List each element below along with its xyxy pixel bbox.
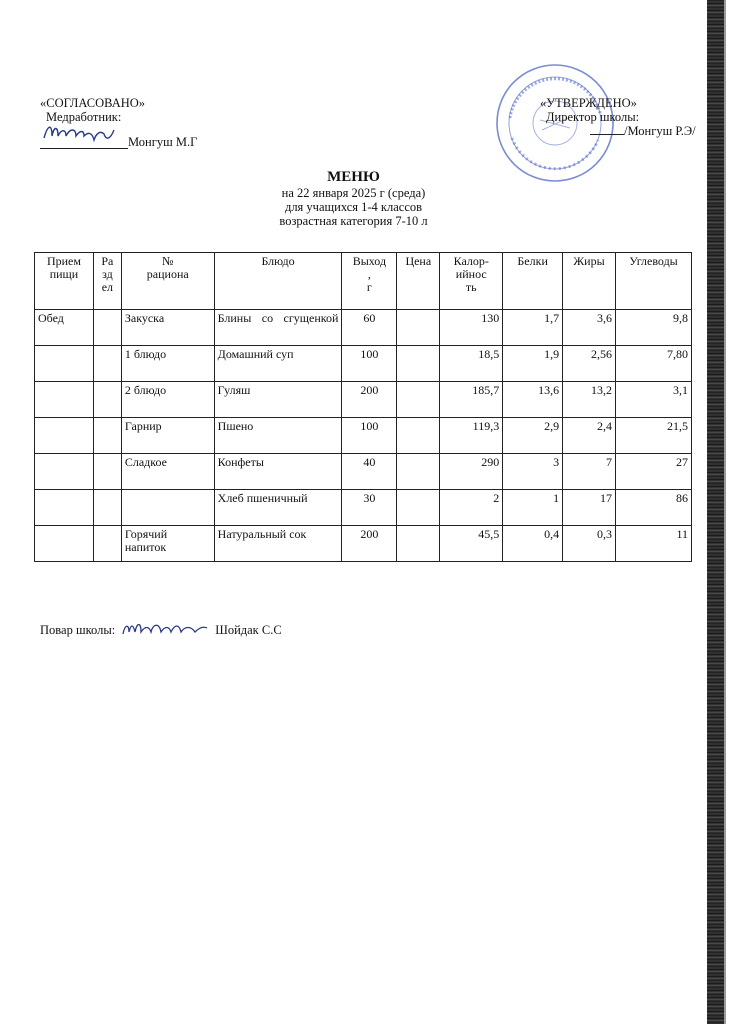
cell-calories: 185,7 [440, 382, 503, 418]
cell-meal [35, 454, 94, 490]
cell-section [93, 490, 121, 526]
cell-dish: Хлеб пшеничный [214, 490, 342, 526]
cook-signature-icon [119, 618, 211, 642]
menu-age: возрастная категория 7-10 л [279, 214, 428, 228]
cell-meal [35, 526, 94, 562]
cell-carbs: 9,8 [616, 310, 692, 346]
cell-ration: Закуска [121, 310, 214, 346]
scan-edge-shadow [707, 0, 724, 1024]
cell-yield: 40 [342, 454, 397, 490]
col-header-meal: Прием пищи [35, 253, 94, 310]
col-header-carbs: Углеводы [616, 253, 692, 310]
approval-left-signature-line [40, 126, 197, 149]
cell-yield: 100 [342, 346, 397, 382]
cell-price [397, 454, 440, 490]
cell-section [93, 310, 121, 346]
cell-yield: 200 [342, 526, 397, 562]
cell-fats: 13,2 [563, 382, 616, 418]
director-signature-line [590, 124, 624, 135]
cell-ration: 1 блюдо [121, 346, 214, 382]
col-header-proteins: Белки [503, 253, 563, 310]
col-header-section: Ра зд ел [93, 253, 121, 310]
cell-section [93, 382, 121, 418]
cell-price [397, 346, 440, 382]
medic-signature [40, 126, 128, 149]
cell-meal [35, 382, 94, 418]
cell-dish: Пшено [214, 418, 342, 454]
cell-calories: 130 [440, 310, 503, 346]
cell-yield: 200 [342, 382, 397, 418]
col-header-ration: № рациона [121, 253, 214, 310]
cell-yield: 30 [342, 490, 397, 526]
table-header-row [35, 253, 692, 310]
cell-meal: Обед [35, 310, 94, 346]
approval-left-role: Медработник: [46, 110, 122, 124]
cell-proteins: 2,9 [503, 418, 563, 454]
cell-carbs: 3,1 [616, 382, 692, 418]
cell-section [93, 454, 121, 490]
cell-meal [35, 490, 94, 526]
table-row [35, 526, 692, 562]
col-header-calories: Калор- ийнос ть [440, 253, 503, 310]
cell-carbs: 11 [616, 526, 692, 562]
approval-right [540, 96, 696, 138]
cell-price [397, 526, 440, 562]
table-row [35, 346, 692, 382]
cell-carbs: 86 [616, 490, 692, 526]
menu-date: на 22 января 2025 г (среда) [281, 186, 426, 200]
cell-ration: Горячий напиток [121, 526, 214, 562]
col-header-fats: Жиры [563, 253, 616, 310]
scan-edge-line [724, 0, 726, 1024]
cook-signature-block [40, 618, 282, 642]
cell-ration: Сладкое [121, 454, 214, 490]
page-title: МЕНЮ [327, 169, 380, 185]
cell-meal [35, 346, 94, 382]
menu-title-block [0, 168, 707, 228]
cell-calories: 119,3 [440, 418, 503, 454]
cell-section [93, 526, 121, 562]
approval-left-heading: «СОГЛАСОВАНО» [40, 96, 146, 110]
cell-price [397, 310, 440, 346]
cell-proteins: 1 [503, 490, 563, 526]
col-header-yield: Выход , г [342, 253, 397, 310]
cell-fats: 2,56 [563, 346, 616, 382]
approval-left-name: Монгуш М.Г [128, 135, 198, 149]
cell-calories: 45,5 [440, 526, 503, 562]
cell-proteins: 0,4 [503, 526, 563, 562]
table-row [35, 490, 692, 526]
approval-right-name: /Монгуш Р.Э/ [624, 124, 696, 138]
cell-proteins: 13,6 [503, 382, 563, 418]
cell-dish: Блины со сгущенкой [214, 310, 342, 346]
cell-section [93, 418, 121, 454]
cell-yield: 100 [342, 418, 397, 454]
cell-price [397, 382, 440, 418]
cell-carbs: 27 [616, 454, 692, 490]
menu-group: для учащихся 1-4 классов [284, 200, 423, 214]
cell-calories: 2 [440, 490, 503, 526]
cell-meal [35, 418, 94, 454]
table-body [35, 310, 692, 562]
cell-ration: Гарнир [121, 418, 214, 454]
cook-role: Повар школы: [40, 623, 116, 637]
table-row [35, 418, 692, 454]
cell-fats: 0,3 [563, 526, 616, 562]
cell-dish: Конфеты [214, 454, 342, 490]
table-row [35, 454, 692, 490]
cell-fats: 2,4 [563, 418, 616, 454]
cell-fats: 17 [563, 490, 616, 526]
cell-yield: 60 [342, 310, 397, 346]
cell-ration: 2 блюдо [121, 382, 214, 418]
cell-proteins: 1,9 [503, 346, 563, 382]
approval-right-role: Директор школы: [546, 110, 640, 124]
cell-dish: Гуляш [214, 382, 342, 418]
approval-left [40, 96, 197, 149]
cell-proteins: 1,7 [503, 310, 563, 346]
cell-dish: Натуральный сок [214, 526, 342, 562]
cell-price [397, 418, 440, 454]
cell-section [93, 346, 121, 382]
cell-fats: 7 [563, 454, 616, 490]
col-header-dish: Блюдо [214, 253, 342, 310]
approval-right-signature-line [590, 124, 696, 138]
cell-dish: Домашний суп [214, 346, 342, 382]
col-header-price: Цена [397, 253, 440, 310]
cell-fats: 3,6 [563, 310, 616, 346]
cell-carbs: 7,80 [616, 346, 692, 382]
table-row [35, 382, 692, 418]
cell-calories: 290 [440, 454, 503, 490]
approval-right-heading: «УТВЕРЖДЕНО» [540, 96, 637, 110]
cook-name: Шойдак С.С [215, 623, 282, 637]
medic-signature-icon [40, 120, 128, 146]
cell-proteins: 3 [503, 454, 563, 490]
cell-carbs: 21,5 [616, 418, 692, 454]
cell-price [397, 490, 440, 526]
menu-table [34, 252, 692, 562]
table-row [35, 310, 692, 346]
cell-ration [121, 490, 214, 526]
cell-calories: 18,5 [440, 346, 503, 382]
